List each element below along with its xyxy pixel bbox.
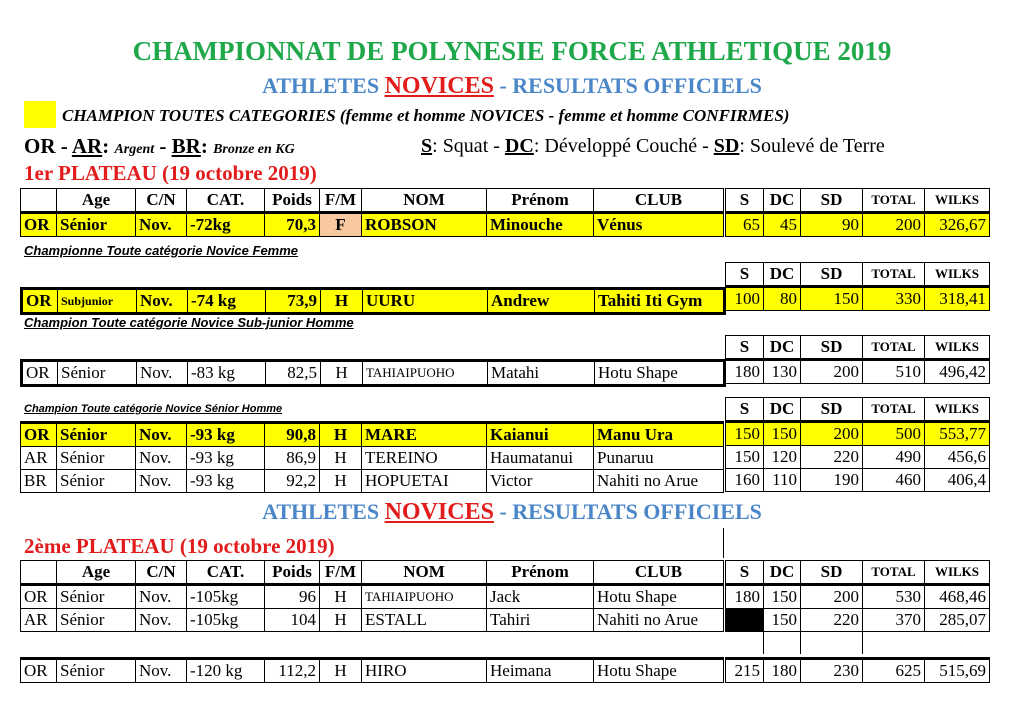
table-row: 65 45 90 200 326,67 <box>726 213 990 237</box>
table-row: 180 150 200 530 468,46 <box>726 585 990 609</box>
missing-squat-cell <box>726 609 764 632</box>
header-club: CLUB <box>594 189 724 213</box>
legend-dc: DC <box>504 135 534 157</box>
note-subjunior-champion: Champion Toute catégorie Novice Sub-junior Homme <box>24 315 354 330</box>
champion-color-swatch <box>24 101 56 128</box>
matahi-right-table: S DC SD TOTAL WILKS 180 130 200 510 496,42 <box>725 335 990 384</box>
header-fm: F/M <box>320 189 362 213</box>
plateau1-right-table: S DC SD TOTAL WILKS 65 45 90 200 326,67 <box>725 188 990 237</box>
table-row: OR Sénior Nov. -93 kg 90,8 H MARE Kaianui Manu Ura <box>21 423 724 447</box>
legend-dc-desc: Développé Couché <box>544 135 698 157</box>
plateau-2-title: 2ème PLATEAU (19 octobre 2019) <box>24 534 335 558</box>
subtitle-prefix: ATHLETES <box>262 73 380 98</box>
uuru-right-header: S DC SD TOTAL WILKS 100 80 150 330 318,41 <box>725 262 990 311</box>
header-nom: NOM <box>362 189 487 213</box>
subtitle2-prefix: ATHLETES <box>262 499 380 524</box>
plateau2-left-table: Age C/N CAT. Poids F/M NOM Prénom CLUB OR Sénior Nov. -105kg 96 H TAHIAIPUOHO Jack Hotu Shape AR Sénior Nov. -105kg 104 H ESTALL Tahiri Nahiti no Arue <box>20 560 724 632</box>
note-senior-champion: Champion Toute catégorie Novice Sénior Homme <box>24 403 283 415</box>
header-prenom: Prénom <box>487 189 594 213</box>
subtitle-2 <box>0 499 1024 526</box>
table-row: BR Sénior Nov. -93 kg 92,2 H HOPUETAI Victor Nahiti no Arue <box>21 470 724 493</box>
table-row: AR Sénior Nov. -105kg 104 H ESTALL Tahiri Nahiti no Arue <box>21 609 724 632</box>
header-poids: Poids <box>265 189 320 213</box>
subtitle <box>0 73 1024 100</box>
hiro-right-table <box>725 657 990 683</box>
champion-legend-text: CHAMPION TOUTES CATEGORIES (femme et homme NOVICES - femme et homme CONFIRMES) <box>62 106 790 125</box>
table-row: OR Sénior Nov. -72kg 70,3 F ROBSON Minouche Vénus <box>21 213 724 237</box>
legend-sd-desc: Soulevé de Terre <box>749 135 885 157</box>
table-row: AR Sénior Nov. -93 kg 86,9 H TEREINO Haumatanui Punaruu <box>21 447 724 470</box>
table-row: 150 220 370 285,07 <box>726 609 990 632</box>
table-row: OR Sénior Nov. -120 kg 112,2 H HIRO Heimana Hotu Shape <box>21 659 724 683</box>
legend-or: OR <box>24 134 56 158</box>
legend-s-desc: Squat <box>442 135 489 157</box>
plateau-1-title: 1er PLATEAU (19 octobre 2019) <box>24 161 317 185</box>
medal-legend: OR - AR: Argent - BR: Bronze en KG <box>24 134 295 158</box>
spacer-row <box>726 632 990 655</box>
table-row: 100 80 150 330 318,41 <box>726 287 990 311</box>
header-cat: CAT. <box>187 189 265 213</box>
lift-legend: S: Squat - DC: Développé Couché - SD: Soulevé de Terre <box>421 135 885 157</box>
header-age: Age <box>57 189 136 213</box>
note-female-champion: Championne Toute catégorie Novice Femme <box>24 243 299 258</box>
table-row: OR Sénior Nov. -83 kg 82,5 H TAHIAIPUOHO Matahi Hotu Shape <box>22 361 725 386</box>
hiro-left-table <box>20 657 724 683</box>
legend-ar: AR <box>71 134 103 158</box>
table-row: OR Subjunior Nov. -74 kg 73,9 H UURU Andrew Tahiti Iti Gym <box>22 289 725 314</box>
page-title: CHAMPIONNAT DE POLYNESIE FORCE ATHLETIQUE 2019 <box>132 36 892 66</box>
group93-left-table <box>20 421 724 493</box>
subtitle2-novices: NOVICES <box>384 499 494 525</box>
table-row: 150 120 220 490 456,6 <box>726 446 990 469</box>
table-row: 160 110 190 460 406,4 <box>726 469 990 492</box>
legend-br: BR <box>171 134 201 158</box>
group93-right-table: S DC SD TOTAL WILKS 150 150 200 500 553,77 150 120 220 490 456,6 160 110 190 460 406,4 <box>725 397 990 492</box>
matahi-left-table <box>20 359 726 387</box>
plateau1-left-table <box>20 188 724 237</box>
table-row: OR Sénior Nov. -105kg 96 H TAHIAIPUOHO Jack Hotu Shape <box>21 585 724 609</box>
table-row: 215 180 230 625 515,69 <box>726 659 990 683</box>
table-row: 150 150 200 500 553,77 <box>726 422 990 446</box>
legend-br-desc: Bronze en KG <box>213 142 295 157</box>
header-cn: C/N <box>136 189 187 213</box>
subtitle2-suffix: - RESULTATS OFFICIELS <box>499 499 762 524</box>
legend-ar-desc: Argent <box>114 142 155 157</box>
legend-s: S <box>421 135 433 157</box>
plateau2-right-table: S DC SD TOTAL WILKS 180 150 200 530 468,46 150 220 370 285,07 <box>725 560 990 654</box>
divider-line <box>723 528 724 558</box>
subtitle-suffix: - RESULTATS OFFICIELS <box>499 73 762 98</box>
legend-sd: SD <box>713 135 740 157</box>
subtitle-novices: NOVICES <box>384 73 494 99</box>
table-row: 180 130 200 510 496,42 <box>726 360 990 384</box>
uuru-left-table <box>20 287 726 315</box>
